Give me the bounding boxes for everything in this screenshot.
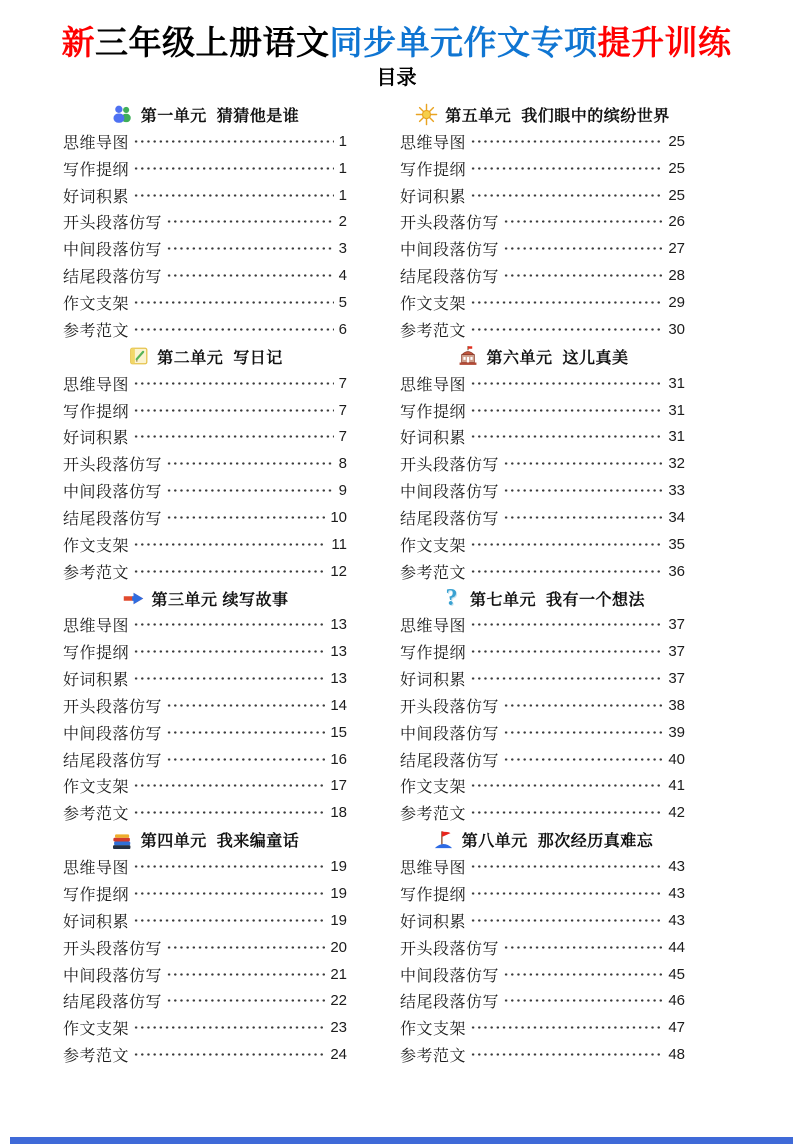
unit-title: 第一单元 猜猜他是谁	[140, 108, 300, 125]
toc-entry	[63, 961, 347, 988]
dot-leader	[133, 191, 334, 200]
toc-entry	[400, 262, 685, 289]
footer-bar	[10, 1137, 793, 1144]
toc-entry-page: 23	[330, 1019, 347, 1037]
unit-title: 第二单元 写日记	[157, 349, 283, 367]
toc-entry-page: 43	[668, 858, 685, 876]
dot-leader	[503, 701, 663, 710]
toc-entry	[63, 477, 347, 504]
toc-entry-page: 21	[330, 965, 347, 983]
toc-entry-page: 19	[330, 858, 347, 876]
toc-entry	[400, 692, 685, 719]
toc-entry	[400, 1041, 685, 1068]
toc-entry-label: 写作提纲	[400, 645, 467, 663]
unit-section	[63, 101, 347, 343]
toc-column-left	[63, 101, 347, 1068]
toc-entry	[63, 665, 347, 692]
toc-entry-page: 13	[330, 616, 347, 634]
toc-entry-page: 37	[668, 616, 685, 634]
toc-entry-page: 19	[330, 885, 347, 903]
toc-entry-page: 31	[668, 428, 685, 446]
toc-entry-label: 好词积累	[400, 672, 467, 690]
toc-entry	[400, 423, 685, 450]
toc-columns	[63, 101, 793, 1068]
toc-entry	[400, 665, 685, 692]
toc-entry-page: 13	[330, 670, 347, 688]
dot-leader	[503, 513, 663, 522]
toc-entry	[400, 719, 685, 746]
toc-entry-page: 6	[338, 320, 347, 338]
dot-leader	[470, 781, 663, 790]
toc-entry	[63, 934, 347, 961]
dot-leader	[470, 164, 663, 173]
toc-column-right	[400, 101, 685, 1068]
toc-entry	[400, 773, 685, 800]
toc-entry-page: 30	[668, 320, 685, 338]
toc-entry	[63, 612, 347, 639]
dot-leader	[166, 513, 325, 522]
toc-entry	[63, 289, 347, 316]
dot-leader	[166, 943, 325, 952]
toc-entry-label: 结尾段落仿写	[63, 269, 163, 287]
toc-entry-page: 43	[668, 911, 685, 929]
toc-entry-label: 思维导图	[63, 134, 130, 152]
toc-entry-page: 47	[668, 1019, 685, 1037]
toc-entry-page: 38	[668, 696, 685, 714]
unit-header	[400, 101, 685, 128]
toc-entry-page: 18	[330, 804, 347, 822]
unit-section	[400, 343, 685, 585]
dot-leader	[503, 486, 663, 495]
toc-entry-label: 中间段落仿写	[63, 484, 163, 502]
toc-entry-page: 32	[668, 455, 685, 473]
toc-entry-page: 4	[338, 267, 347, 285]
toc-entry-label: 开头段落仿写	[400, 215, 500, 233]
toc-entry-label: 写作提纲	[63, 403, 130, 421]
toc-entry	[63, 1041, 347, 1068]
toc-entry-label: 开头段落仿写	[63, 940, 163, 958]
dot-leader	[133, 432, 334, 441]
toc-entry	[63, 182, 347, 209]
dot-leader	[503, 970, 663, 979]
toc-entry-label: 开头段落仿写	[63, 215, 163, 233]
toc-entry-page: 1	[338, 132, 347, 150]
toc-entry	[400, 397, 685, 424]
toc-entry	[63, 209, 347, 236]
toc-entry-label: 参考范文	[63, 1048, 130, 1066]
toc-entry-label: 结尾段落仿写	[63, 510, 163, 528]
dot-leader	[470, 325, 663, 334]
toc-entry-label: 写作提纲	[400, 161, 467, 179]
toc-entry	[63, 638, 347, 665]
toc-entry-label: 思维导图	[63, 618, 130, 636]
dot-leader	[503, 943, 663, 952]
toc-entry	[63, 987, 347, 1014]
toc-entry	[63, 504, 347, 531]
unit-header	[63, 101, 347, 128]
toc-entry-label: 参考范文	[400, 322, 467, 340]
dot-leader	[503, 217, 663, 226]
toc-entry-label: 中间段落仿写	[63, 725, 163, 743]
toc-entry-label: 中间段落仿写	[63, 967, 163, 985]
toc-entry-label: 写作提纲	[63, 161, 130, 179]
dot-leader	[470, 567, 663, 576]
toc-entry-label: 开头段落仿写	[63, 698, 163, 716]
toc-entry	[63, 397, 347, 424]
arrow-icon	[122, 587, 145, 610]
toc-entry-page: 25	[668, 132, 685, 150]
toc-entry-label: 中间段落仿写	[400, 242, 500, 260]
toc-entry-page: 28	[668, 267, 685, 285]
toc-entry-page: 7	[338, 401, 347, 419]
toc-entry-label: 作文支架	[63, 295, 130, 313]
toc-entry	[400, 799, 685, 826]
unit-section	[400, 101, 685, 343]
dot-leader	[470, 862, 663, 871]
toc-entry-label: 好词积累	[63, 672, 130, 690]
toc-entry	[400, 531, 685, 558]
dot-leader	[166, 970, 325, 979]
unit-header	[63, 585, 347, 612]
dot-leader	[470, 916, 663, 925]
dot-leader	[133, 1023, 325, 1032]
toc-entry-label: 中间段落仿写	[400, 967, 500, 985]
unit-header	[63, 343, 347, 370]
toc-entry-page: 31	[668, 401, 685, 419]
toc-entry-label: 好词积累	[400, 188, 467, 206]
toc-entry-page: 16	[330, 750, 347, 768]
toc-entry	[400, 880, 685, 907]
toc-entry	[63, 370, 347, 397]
toc-entry-label: 思维导图	[400, 134, 467, 152]
toc-entry-label: 结尾段落仿写	[400, 752, 500, 770]
toc-entry-label: 中间段落仿写	[63, 242, 163, 260]
dot-leader	[503, 244, 663, 253]
toc-entry-page: 35	[668, 535, 685, 553]
dot-leader	[166, 217, 334, 226]
toc-entry-page: 40	[668, 750, 685, 768]
toc-entry-label: 参考范文	[400, 1048, 467, 1066]
toc-entry-page: 20	[330, 938, 347, 956]
toc-entry	[400, 209, 685, 236]
toc-entry-page: 14	[330, 696, 347, 714]
toc-entry	[400, 450, 685, 477]
toc-entry-label: 思维导图	[400, 376, 467, 394]
dot-leader	[133, 781, 325, 790]
toc-entry-page: 45	[668, 965, 685, 983]
toc-entry-page: 48	[668, 1046, 685, 1064]
dot-leader	[470, 808, 663, 817]
toc-entry-label: 参考范文	[63, 564, 130, 582]
toc-entry	[400, 477, 685, 504]
toc-entry-label: 思维导图	[63, 860, 130, 878]
toc-entry	[400, 987, 685, 1014]
toc-entry-page: 37	[668, 643, 685, 661]
dot-leader	[470, 647, 663, 656]
toc-entry-label: 开头段落仿写	[400, 457, 500, 475]
castle-icon	[457, 345, 480, 368]
title-part: 三年级上册语文	[95, 24, 330, 61]
toc-entry-page: 25	[668, 159, 685, 177]
toc-entry-label: 开头段落仿写	[63, 457, 163, 475]
unit-section	[400, 585, 685, 827]
toc-entry	[63, 450, 347, 477]
toc-entry	[63, 799, 347, 826]
dot-leader	[133, 647, 325, 656]
toc-entry-label: 好词积累	[63, 188, 130, 206]
toc-entry-label: 作文支架	[63, 537, 130, 555]
toc-entry-label: 写作提纲	[400, 887, 467, 905]
dot-leader	[133, 540, 326, 549]
toc-entry-page: 10	[330, 508, 347, 526]
toc-entry-page: 9	[338, 482, 347, 500]
dot-leader	[470, 137, 663, 146]
title-part: 提升训练	[597, 24, 732, 61]
toc-entry	[63, 880, 347, 907]
toc-entry-page: 27	[668, 240, 685, 258]
dot-leader	[133, 164, 334, 173]
dot-leader	[503, 996, 663, 1005]
dot-leader	[470, 1050, 663, 1059]
toc-entry	[63, 773, 347, 800]
toc-entry-page: 43	[668, 885, 685, 903]
dot-leader	[166, 701, 325, 710]
toc-entry-page: 5	[338, 293, 347, 311]
dot-leader	[133, 862, 325, 871]
unit-section	[400, 826, 685, 1068]
toc-entry	[400, 961, 685, 988]
dot-leader	[503, 459, 663, 468]
toc-entry-page: 24	[330, 1046, 347, 1064]
toc-entry-page: 1	[338, 186, 347, 204]
dot-leader	[133, 379, 334, 388]
dot-leader	[166, 996, 325, 1005]
toc-heading: 目录	[376, 67, 417, 89]
dot-leader	[133, 620, 325, 629]
dot-leader	[470, 379, 663, 388]
dot-leader	[133, 406, 334, 415]
dot-leader	[470, 889, 663, 898]
unit-title: 第七单元 我有一个想法	[470, 591, 645, 609]
toc-entry	[400, 612, 685, 639]
flag-on-hill-icon	[432, 828, 455, 851]
toc-entry-page: 19	[330, 911, 347, 929]
toc-entry	[63, 719, 347, 746]
toc-entry-label: 结尾段落仿写	[400, 510, 500, 528]
toc-entry-page: 12	[330, 562, 347, 580]
toc-entry	[400, 316, 685, 343]
toc-entry	[400, 289, 685, 316]
toc-entry-page: 3	[338, 240, 347, 258]
toc-entry-page: 25	[668, 186, 685, 204]
toc-entry-label: 开头段落仿写	[400, 940, 500, 958]
toc-entry	[400, 1014, 685, 1041]
dot-leader	[470, 406, 663, 415]
toc-entry	[400, 182, 685, 209]
toc-entry	[63, 692, 347, 719]
toc-entry	[400, 638, 685, 665]
dot-leader	[133, 674, 325, 683]
toc-entry-label: 作文支架	[63, 779, 130, 797]
toc-entry	[400, 558, 685, 585]
memo-pencil-icon	[127, 345, 150, 368]
toc-entry-page: 41	[668, 777, 685, 795]
title-part: 同步单元作文专项	[329, 24, 598, 61]
toc-entry-label: 思维导图	[400, 618, 467, 636]
dot-leader	[470, 620, 663, 629]
toc-entry-page: 13	[330, 643, 347, 661]
toc-entry-page: 39	[668, 723, 685, 741]
toc-entry-label: 结尾段落仿写	[400, 269, 500, 287]
dot-leader	[470, 540, 663, 549]
toc-entry	[63, 423, 347, 450]
unit-title: 第四单元 我来编童话	[140, 833, 300, 851]
toc-entry-label: 结尾段落仿写	[63, 752, 163, 770]
toc-entry-label: 中间段落仿写	[400, 484, 500, 502]
toc-entry-label: 结尾段落仿写	[400, 994, 500, 1012]
title-part: 新	[61, 24, 95, 61]
unit-header	[400, 826, 685, 853]
toc-entry	[400, 128, 685, 155]
toc-entry	[63, 262, 347, 289]
toc-entry-label: 作文支架	[400, 537, 467, 555]
toc-entry-label: 参考范文	[63, 322, 130, 340]
dot-leader	[166, 459, 334, 468]
toc-entry-page: 8	[338, 455, 347, 473]
toc-entry-label: 参考范文	[400, 564, 467, 582]
dot-leader	[133, 889, 325, 898]
toc-entry-label: 好词积累	[400, 913, 467, 931]
dot-leader	[470, 298, 663, 307]
toc-entry	[400, 235, 685, 262]
toc-entry-label: 参考范文	[63, 806, 130, 824]
toc-entry-label: 写作提纲	[400, 403, 467, 421]
books-stack-icon	[111, 828, 134, 851]
dot-leader	[166, 755, 325, 764]
toc-entry-label: 中间段落仿写	[400, 725, 500, 743]
page-title	[0, 22, 793, 64]
dot-leader	[166, 486, 334, 495]
people-icon	[111, 103, 134, 126]
unit-title: 第六单元 这儿真美	[486, 349, 629, 367]
toc-entry	[400, 370, 685, 397]
toc-entry	[400, 853, 685, 880]
dot-leader	[133, 325, 334, 334]
toc-entry	[400, 155, 685, 182]
dot-leader	[133, 137, 334, 146]
toc-entry	[400, 934, 685, 961]
toc-entry-page: 7	[338, 374, 347, 392]
toc-entry	[63, 128, 347, 155]
toc-entry-page: 37	[668, 670, 685, 688]
toc-entry	[63, 746, 347, 773]
toc-entry-page: 34	[668, 508, 685, 526]
unit-section	[63, 585, 347, 827]
dot-leader	[133, 567, 325, 576]
dot-leader	[166, 728, 325, 737]
dot-leader	[470, 432, 663, 441]
toc-entry-page: 15	[330, 723, 347, 741]
toc-entry-page: 46	[668, 992, 685, 1010]
toc-entry-label: 作文支架	[400, 779, 467, 797]
toc-entry	[63, 558, 347, 585]
sparkle-icon	[415, 103, 438, 126]
dot-leader	[470, 191, 663, 200]
toc-entry-page: 22	[330, 992, 347, 1010]
dot-leader	[503, 755, 663, 764]
toc-entry-page: 7	[338, 428, 347, 446]
toc-entry-label: 开头段落仿写	[400, 698, 500, 716]
toc-entry-label: 思维导图	[63, 376, 130, 394]
toc-entry-page: 33	[668, 482, 685, 500]
dot-leader	[166, 271, 334, 280]
toc-entry-label: 写作提纲	[63, 645, 130, 663]
toc-entry-label: 写作提纲	[63, 887, 130, 905]
unit-title: 第三单元 续写故事	[151, 591, 289, 609]
unit-title: 第八单元 那次经历真难忘	[461, 833, 654, 851]
unit-header	[63, 826, 347, 853]
toc-entry-label: 好词积累	[63, 913, 130, 931]
toc-entry-page: 44	[668, 938, 685, 956]
unit-section	[63, 826, 347, 1068]
toc-entry-label: 作文支架	[400, 295, 467, 313]
dot-leader	[470, 674, 663, 683]
toc-entry	[400, 907, 685, 934]
toc-entry-page: 11	[331, 535, 347, 553]
dot-leader	[166, 244, 334, 253]
toc-entry-page: 29	[668, 293, 685, 311]
dot-leader	[133, 916, 325, 925]
toc-entry	[63, 235, 347, 262]
toc-entry-page: 42	[668, 804, 685, 822]
toc-entry-label: 作文支架	[400, 1021, 467, 1039]
toc-entry	[63, 155, 347, 182]
toc-entry	[400, 504, 685, 531]
toc-entry	[63, 531, 347, 558]
dot-leader	[503, 271, 663, 280]
dot-leader	[133, 1050, 325, 1059]
toc-entry	[63, 1014, 347, 1041]
unit-section	[63, 343, 347, 585]
dot-leader	[503, 728, 663, 737]
toc-entry	[63, 316, 347, 343]
toc-entry-page: 1	[338, 159, 347, 177]
dot-leader	[133, 298, 334, 307]
question-mark-icon: ?	[445, 585, 458, 611]
toc-entry	[63, 907, 347, 934]
toc-entry	[63, 853, 347, 880]
toc-entry-page: 31	[668, 374, 685, 392]
toc-entry-page: 17	[330, 777, 347, 795]
toc-entry-label: 思维导图	[400, 860, 467, 878]
dot-leader	[133, 808, 325, 817]
unit-header	[400, 343, 685, 370]
toc-entry-page: 36	[668, 562, 685, 580]
toc-entry-label: 好词积累	[63, 430, 130, 448]
toc-entry-label: 作文支架	[63, 1021, 130, 1039]
toc-entry-label: 好词积累	[400, 430, 467, 448]
toc-entry-label: 结尾段落仿写	[63, 994, 163, 1012]
toc-entry	[400, 746, 685, 773]
unit-header	[400, 585, 685, 612]
toc-entry-label: 参考范文	[400, 806, 467, 824]
toc-entry-page: 26	[668, 213, 685, 231]
unit-title: 第五单元 我们眼中的缤纷世界	[445, 108, 670, 125]
toc-entry-page: 2	[338, 213, 347, 231]
dot-leader	[470, 1023, 663, 1032]
